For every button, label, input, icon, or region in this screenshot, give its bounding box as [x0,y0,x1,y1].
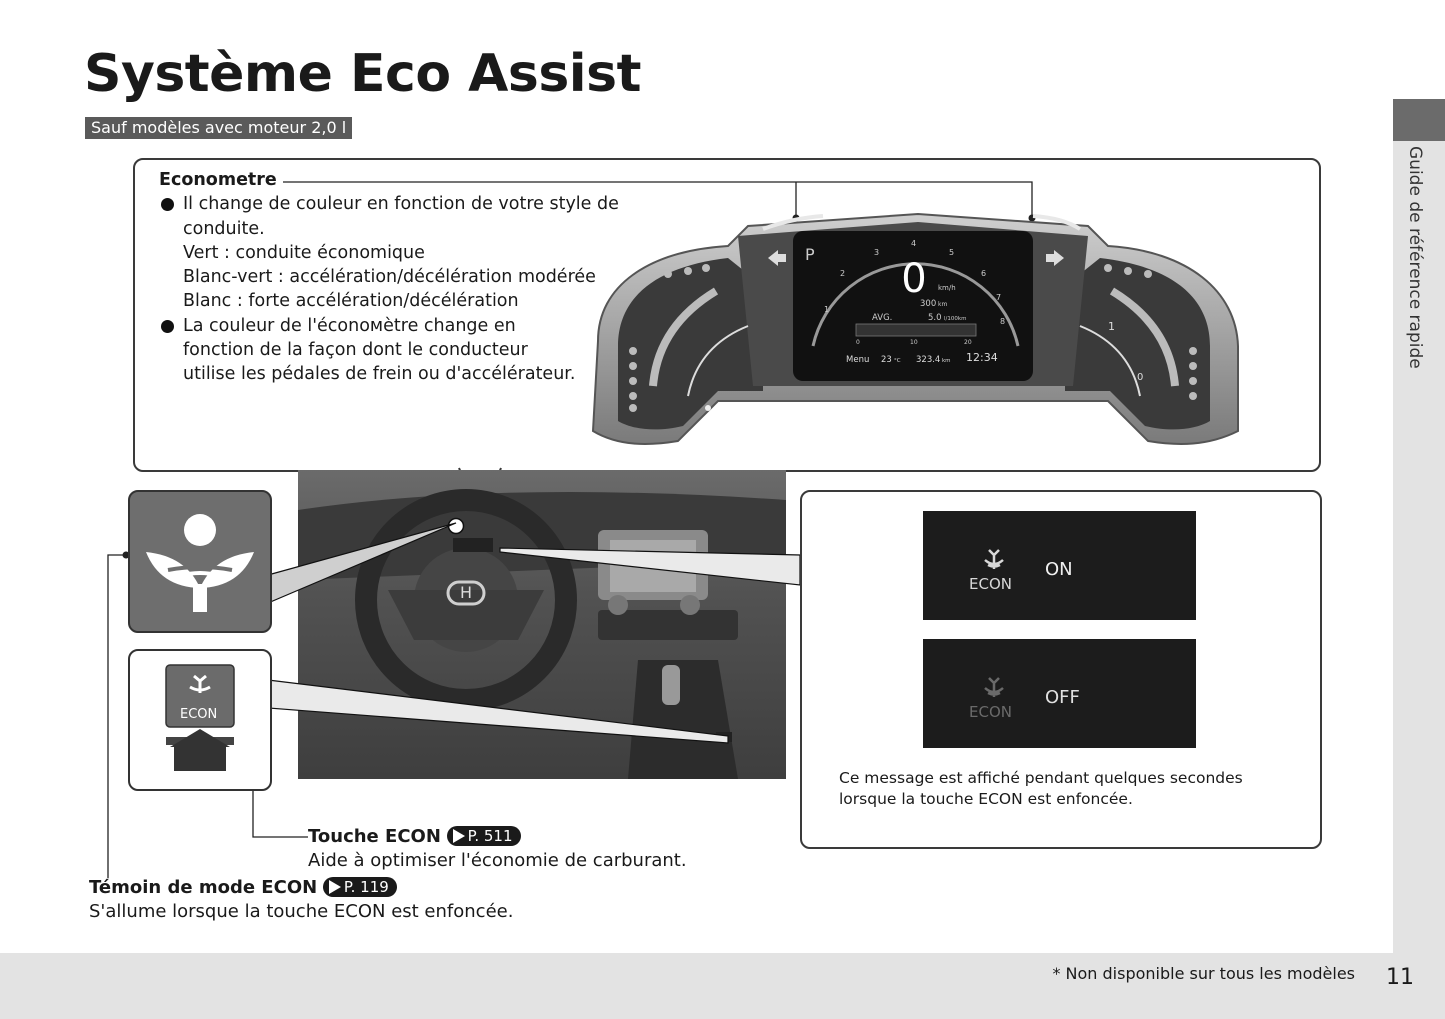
econ-indicator-page-ref[interactable] [323,877,397,897]
rpm-tick: 5 [949,248,955,257]
econ-on-message [923,511,1196,620]
econ-button-box [128,649,272,791]
cluster-odo-unit: km [942,358,951,364]
cluster-clock: 12:34 [966,351,998,364]
econ-indicator-ref-text: P. 119 [343,878,389,896]
footnote: * Non disponible sur tous les modèles [1052,964,1355,983]
arrow-right-icon [329,880,341,894]
cluster-range: 300 [920,299,937,309]
rpm-tick: 2 [840,269,846,278]
cluster-temp-unit: °C [894,358,901,364]
cluster-odo: 323.4 [916,355,941,365]
cluster-speed: 0 [901,256,927,302]
bullet2-line2: fonction de la façon dont le conducteur [183,340,528,361]
econ-off-text: OFF [1045,687,1080,708]
econ-button-ref-text: P. 511 [467,827,513,845]
rpm-tick: 4 [911,239,917,248]
page-title: Système Eco Assist [84,44,641,104]
rpm-tick: 3 [874,248,880,257]
econ-button-title: Touche ECON [308,826,441,847]
econ-indicator-box [128,490,272,633]
bullet2-line3: utilise les pédales de frein ou d'accélérateur. [183,364,576,385]
bullet2-line1: La couleur de l'éconoмètre change en [183,315,516,336]
cluster-avg-value: 5.0 [928,313,942,323]
rpm-tick: 8 [1000,317,1006,326]
econ-indicator-callout [89,876,513,924]
econ-leaf-icon [130,492,270,631]
cluster-menu: Menu [846,355,870,365]
svg-text:H: H [459,583,473,602]
cluster-fuel-empty: 0 [1137,372,1144,383]
econ-button-label[interactable]: ECON [180,707,218,722]
caption-line-2: lorsque la touche ECON est enfoncée. [839,790,1133,808]
footer-band [0,953,1445,1019]
econometer-heading: Econometre [159,168,283,192]
cluster-temp-cold: 1 [1108,320,1115,333]
cluster-avg-label: AVG. [872,313,893,323]
color-whitegreen-line: Blanc-vert : accélération/décélération modérée [183,267,596,288]
econ-leaf-icon-on [979,547,1009,573]
color-white-line: Blanc : forte accélération/décélération [183,291,519,312]
econ-button-desc: Aide à optimiser l'économie de carburant. [308,850,687,871]
bar-tick: 10 [910,339,918,346]
bar-tick: 0 [856,339,860,346]
econ-word-on: ECON [969,575,1012,593]
bullet1-line2: conduite. [183,218,265,239]
cluster-temp: 23 [881,355,892,365]
color-green-line: Vert : conduite économique [183,242,425,263]
cluster-range-unit: km [938,301,948,308]
sidebar-section-label[interactable]: Guide de référence rapide [1405,146,1425,369]
econ-button-page-ref[interactable] [447,826,521,846]
model-restriction-tag: Sauf modèles avec moteur 2,0 l [85,117,352,139]
econ-indicator-desc: S'allume lorsque la touche ECON est enfoncée. [89,901,514,922]
econ-on-text: ON [1045,559,1073,580]
cluster-speed-unit: km/h [938,284,956,292]
caption-line-1: Ce message est affiché pendant quelques secondes [839,769,1243,787]
econ-off-message [923,639,1196,748]
page-number: 11 [1386,965,1414,990]
arrow-right-icon [453,829,465,843]
econ-button-callout [308,825,687,873]
rpm-tick: 1 [824,305,830,314]
cluster-avg-unit: l/100km [944,316,967,322]
bar-tick: 20 [964,339,972,346]
rpm-tick: 6 [981,269,987,278]
bullet1-line1: Il change de couleur en fonction de votre style de [183,194,619,215]
message-caption [839,768,1299,810]
econ-word-off: ECON [969,703,1012,721]
cluster-gear: P [805,245,815,264]
econ-leaf-icon-off [979,675,1009,701]
econ-indicator-title: Témoin de mode ECON [89,877,318,898]
rpm-tick: 7 [996,293,1002,302]
